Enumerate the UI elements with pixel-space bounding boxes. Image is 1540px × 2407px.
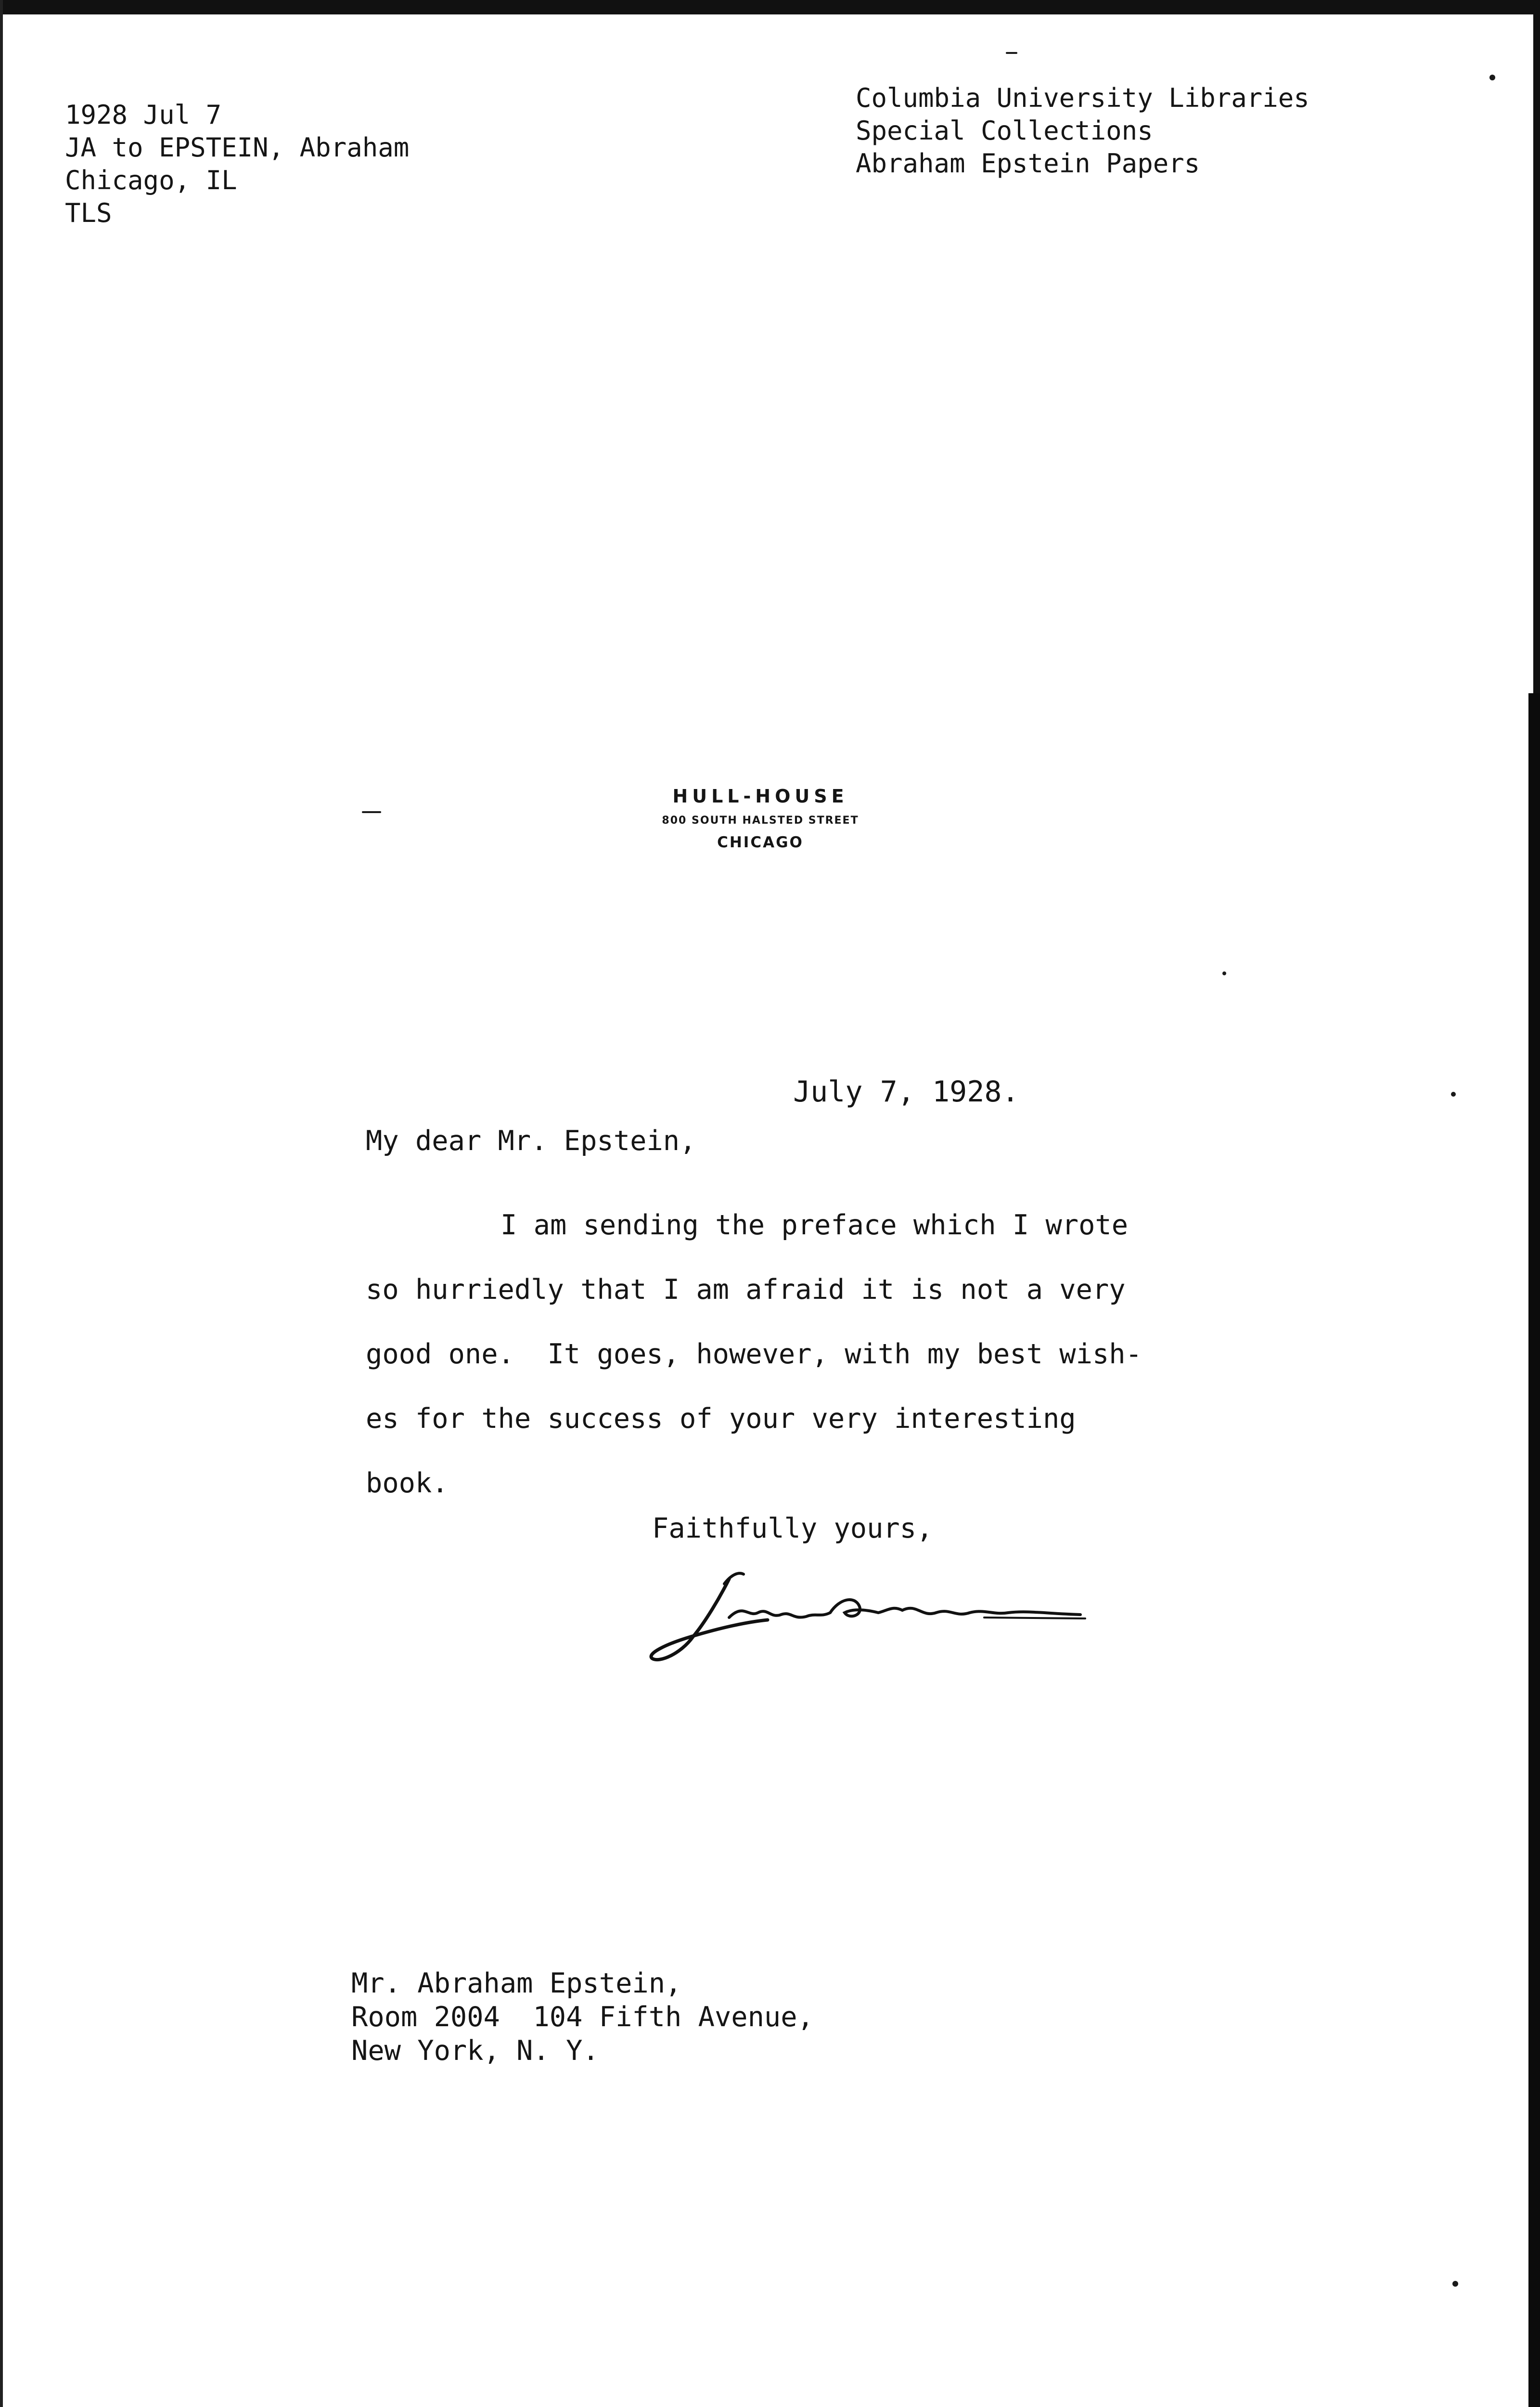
collection-label [856,82,1309,180]
scan-speck [1451,1092,1456,1097]
body-line: so hurriedly that I am afraid it is not a very [366,1274,1126,1306]
collection-department: Special Collections [856,116,1153,146]
letterhead-name: HULL-HOUSE [672,786,848,807]
letter-salutation: My dear Mr. Epstein, [366,1125,696,1157]
scan-speck [1489,75,1495,80]
recipient-address [351,1967,814,2068]
scan-border-left [0,0,3,2407]
recipient-name: Mr. Abraham Epstein, [351,1967,682,1999]
letterhead-city: CHICAGO [717,834,804,851]
archive-date: 1928 Jul 7 [65,100,222,130]
letter-body [366,1193,1142,1515]
scan-speck [1222,971,1226,975]
recipient-city: New York, N. Y. [351,2035,599,2067]
letter-closing: Faithfully yours, [652,1513,933,1544]
scan-speck [1452,2281,1458,2287]
scan-speck [362,811,381,813]
body-line: book. [366,1467,449,1499]
archive-place: Chicago, IL [65,165,237,195]
letter-date: July 7, 1928. [793,1075,1019,1109]
body-line: es for the success of your very interesting [366,1403,1076,1435]
body-line: I am sending the preface which I wrote [500,1209,1129,1241]
letterhead [626,782,895,854]
scan-border-top [0,0,1540,14]
archive-correspondents: JA to EPSTEIN, Abraham [65,132,410,163]
scan-speck [1006,52,1017,54]
letterhead-street: 800 SOUTH HALSTED STREET [662,815,859,827]
scan-border-right-lower [1528,693,1540,2407]
body-line: good one. It goes, however, with my best wish- [366,1338,1142,1370]
collection-papers: Abraham Epstein Papers [856,148,1200,179]
archive-doc-type: TLS [65,198,112,228]
collection-library: Columbia University Libraries [856,83,1309,113]
signature-image [647,1565,1100,1670]
archive-label [65,99,409,230]
recipient-street: Room 2004 104 Fifth Avenue, [351,2001,814,2033]
